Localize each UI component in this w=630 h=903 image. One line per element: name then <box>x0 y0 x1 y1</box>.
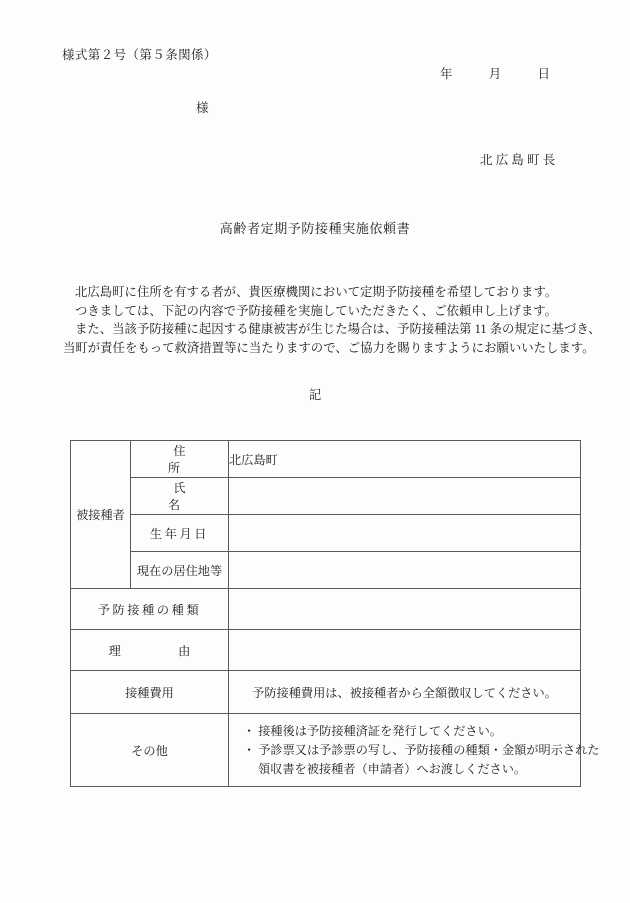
document-title: 高齢者定期予防接種実施依頼書 <box>219 221 411 236</box>
form-number: 様式第２号（第５条関係） <box>62 48 217 62</box>
table-row-current-residence <box>71 552 581 589</box>
vaccine-type-value[interactable] <box>229 589 581 630</box>
body-line-1: 北広島町に住所を有する者が、貴医療機関において定期予防接種を希望しております。 <box>75 285 558 299</box>
date-line <box>440 64 550 82</box>
table-row-reason <box>71 630 581 671</box>
other-notes-list <box>229 716 600 785</box>
table-row-other <box>71 714 581 787</box>
name-label: 氏 名 <box>131 478 229 515</box>
other-note-2: ・ 予診票又は予診票の写し、予防接種の種類・金額が明示された <box>243 742 600 757</box>
table-row-vaccine-type <box>71 589 581 630</box>
body-line-2: つきましては、下記の内容で予防接種を実施していただきたく、ご依頼申し上げます。 <box>75 303 557 318</box>
reason-label: 理 由 <box>71 630 229 671</box>
table-row-birthdate <box>71 515 581 552</box>
other-label: その他 <box>71 714 229 787</box>
ki-mark: 記 <box>308 388 322 402</box>
other-value <box>229 714 600 787</box>
address-value[interactable]: 北広島町 <box>229 441 581 478</box>
table-row-cost <box>71 671 581 714</box>
recipient-group-label: 被接種者 <box>71 441 131 589</box>
date-day-label: 日 <box>537 67 551 81</box>
date-year-label: 年 <box>440 67 453 81</box>
address-label: 住 所 <box>131 441 229 478</box>
date-month-label: 月 <box>488 67 502 81</box>
issuer-name: 北広島町長 <box>480 153 559 167</box>
table-row-name <box>71 478 581 515</box>
cost-label: 接種費用 <box>71 671 229 714</box>
body-line-3: また、当該予防接種に起因する健康被害が生じた場合は、予防接種法第 11 条の規定に基づき、 <box>75 322 601 336</box>
reason-value[interactable] <box>229 630 581 671</box>
current-residence-label: 現在の居住地等 <box>131 552 229 589</box>
birthdate-value[interactable] <box>229 515 581 552</box>
vaccine-type-label: 予防接種の種類 <box>71 589 229 630</box>
request-details-table <box>70 440 600 787</box>
other-note-3: 領収書を被接種者（申請者）へお渡しください。 <box>258 761 527 776</box>
birthdate-label: 生年月日 <box>131 515 229 552</box>
current-residence-value[interactable] <box>229 552 581 589</box>
addressee-honorific: 様 <box>196 101 209 115</box>
body-text <box>63 283 601 357</box>
other-note-1: ・ 接種後は予防接種済証を発行してください。 <box>243 723 502 738</box>
cost-value: 予防接種費用は、被接種者から全額徴収してください。 <box>229 671 581 714</box>
table-row-address <box>71 441 581 478</box>
name-value[interactable] <box>229 478 581 515</box>
body-line-4: 当町が責任をもって救済措置等に当たりますので、ご協力を賜りますようにお願いいたします。 <box>63 340 595 355</box>
